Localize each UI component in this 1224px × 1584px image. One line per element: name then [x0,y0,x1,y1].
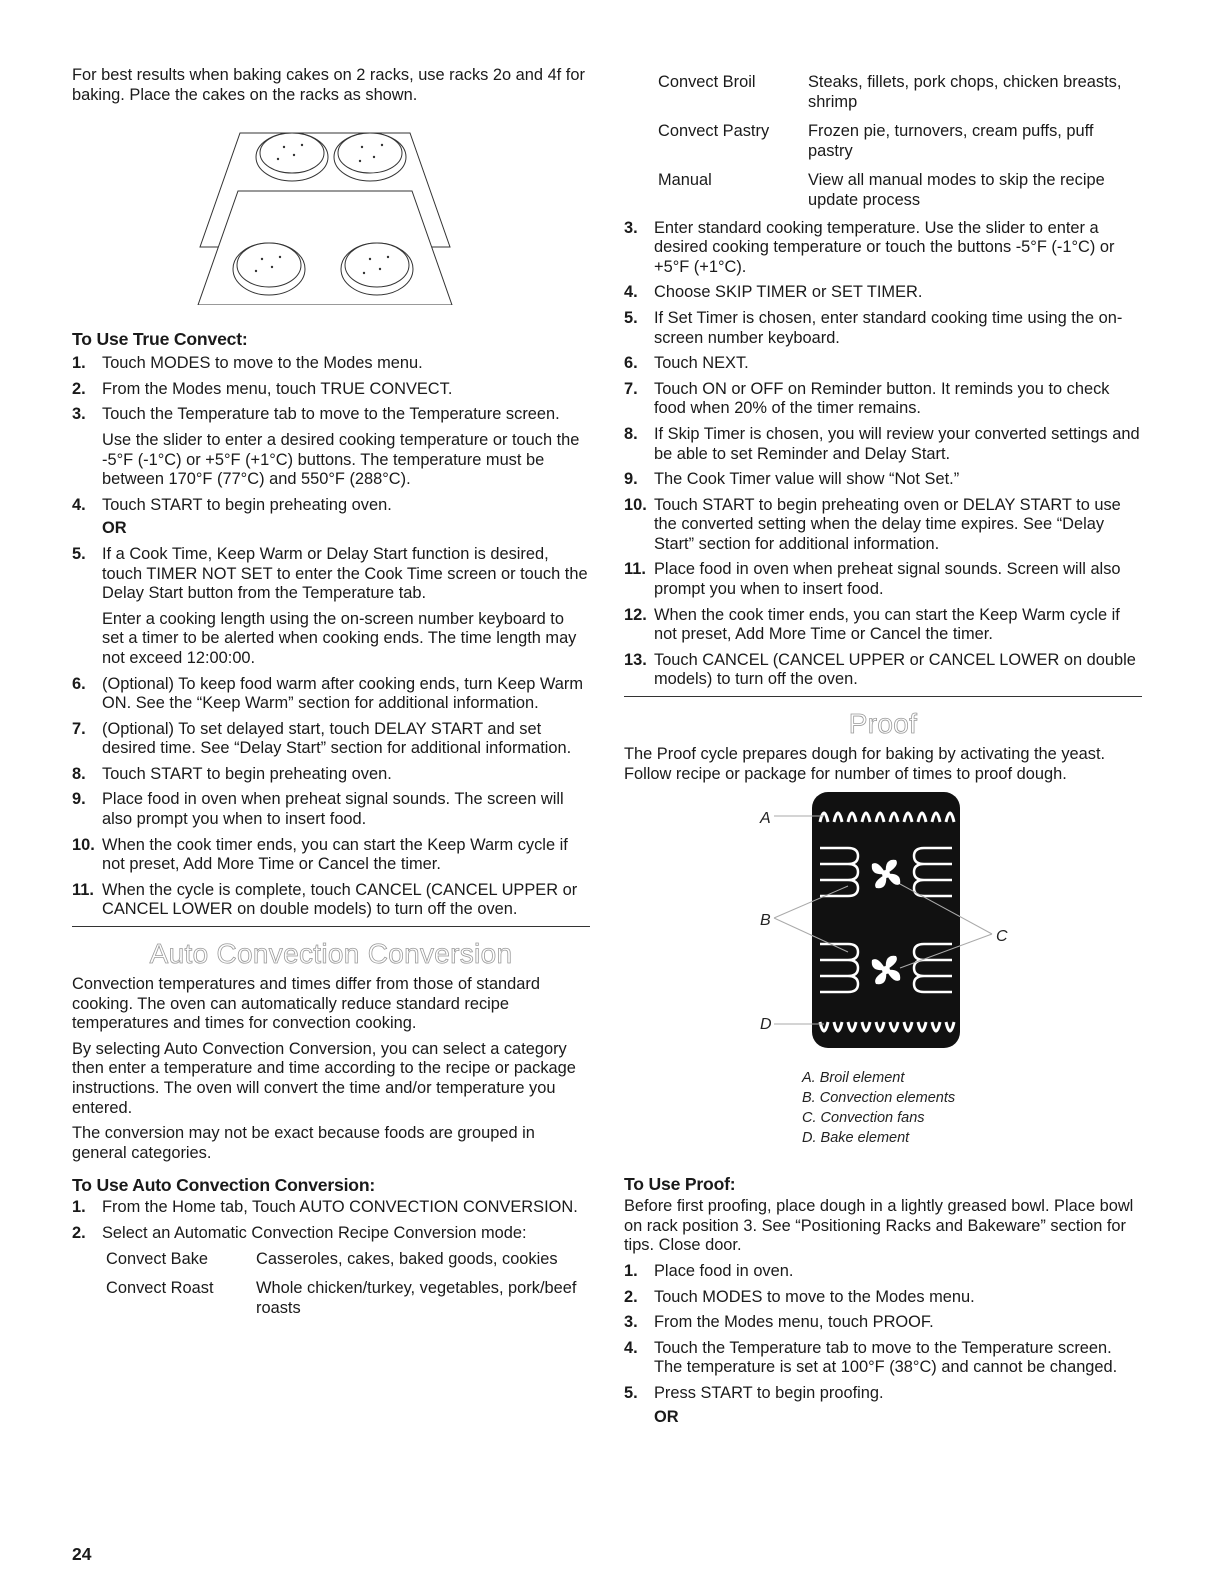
lower-rack [198,191,452,305]
cake [334,133,406,181]
legend-item: C. Convection fans [802,1110,925,1127]
oven-cavity-svg [624,792,1142,1092]
auto-convection-title: Auto Convection Conversion [149,938,513,970]
list-item: 2. Touch MODES to move to the Modes menu. [624,1287,975,1306]
list-item: 5. If a Cook Time, Keep Warm or Delay Start function is desired, touch TIMER NOT SET to enter the Cook Time screen or touch the Delay Start button from the Temperature tab. Enter a cooking length using the on-screen number keyboard to set a timer to be alerted when cooking ends. The time length may not exceed 12:00:00. [72,544,588,667]
legend-item: D. Bake element [802,1130,910,1147]
list-item: 6. Touch NEXT. [624,354,749,373]
auto-convection-steps-continued [624,219,1142,690]
list-item: 6. (Optional) To keep food warm after cooking ends, turn Keep Warm ON. See the “Keep Warm” section for additional information. [72,674,584,713]
list-item: 4. Touch START to begin preheating oven. OR [72,495,392,538]
table-row: Convect Roast Whole chicken/turkey, vegetables, pork/beef roasts [106,1279,577,1317]
callout-label-a: A [760,810,771,828]
list-item: 3. Enter standard cooking temperature. Use the slider to enter a desired cooking temperature or touch the buttons -5°F (-1°C) or +5°F (+1°C). [624,218,1115,276]
list-item: 7. (Optional) To set delayed start, touch DELAY START and set desired time. See “Delay Start” section for additional information. [72,719,572,758]
list-item: 2. From the Modes menu, touch TRUE CONVECT. [72,379,453,398]
list-item: 1. From the Home tab, Touch AUTO CONVECTION CONVERSION. [72,1198,578,1217]
auto-convection-steps [72,1198,590,1243]
list-item: 10. Touch START to begin preheating oven or DELAY START to use the converted setting when the delay time expires. See “Delay Start” section for additional information. [624,495,1121,553]
true-convect-heading: To Use True Convect: [72,329,248,350]
legend-item: B. Convection elements [802,1090,956,1107]
list-item: 8. Touch START to begin preheating oven. [72,764,392,783]
auto-convection-heading: To Use Auto Convection Conversion: [72,1175,376,1196]
list-item: 3. From the Modes menu, touch PROOF. [624,1313,934,1332]
paragraph: By selecting Auto Convection Conversion, you can select a category then enter a temperature and time according to the recipe or package instructions. The oven will convert the time and/or temperature you entered. [72,1039,576,1117]
proof-title: Proof [848,708,918,740]
conversion-mode-table-continued [658,73,1142,221]
list-item: 5. Press START to begin proofing. OR [624,1383,884,1426]
list-item: 11. When the cycle is complete, touch CANCEL (CANCEL UPPER or CANCEL LOWER on double models) to turn off the oven. [72,880,578,919]
left-column [72,0,590,1328]
list-item: 8. If Skip Timer is chosen, you will review your converted settings and be able to set Reminder and Delay Start. [624,424,1140,463]
list-item: 11. Place food in oven when preheat signal sounds. Screen will also prompt you when to insert food. [624,560,1121,599]
paragraph: Convection temperatures and times differ from those of standard cooking. The oven can automatically reduce standard recipe temperatures and times for convection cooking. [72,975,540,1033]
list-item: 4. Choose SKIP TIMER or SET TIMER. [624,283,923,302]
true-convect-steps [72,354,590,920]
legend-item: A. Broil element [802,1070,905,1087]
oven-diagram [624,792,1142,1092]
table-row: Convect Bake Casseroles, cakes, baked goods, cookies [106,1249,558,1268]
list-item: 3. Touch the Temperature tab to move to the Temperature screen. Use the slider to enter a desired cooking temperature or touch the -5°F (-1°C) or +5°F (+1°C) buttons. The temperature must be between 170°F (77°C) and 550°F (288°C). [72,405,580,489]
paragraph: The conversion may not be exact because foods are grouped in general categories. [72,1124,535,1162]
list-item: 1. Touch MODES to move to the Modes menu. [72,354,423,373]
page-number: 24 [72,1544,92,1564]
list-item: 9. Place food in oven when preheat signal sounds. The screen will also prompt you when to insert food. [72,790,564,829]
list-item: 10. When the cook timer ends, you can start the Keep Warm cycle if not preset, Add More Time or Cancel the timer. [72,835,568,874]
list-item: 12. When the cook timer ends, you can start the Keep Warm cycle if not preset, Add More Time or Cancel the timer. [624,605,1120,644]
list-item: 1. Place food in oven. [624,1262,794,1280]
list-item: 9. The Cook Timer value will show “Not Set.” [624,470,960,489]
oven-cavity [812,792,960,1048]
section-divider [72,926,590,927]
list-item: 2. Select an Automatic Convection Recipe Conversion mode: [72,1223,527,1242]
intro-paragraph: For best results when baking cakes on 2 racks, use racks 2o and 4f for baking. Place the cakes on the racks as shown. [72,66,585,104]
proof-steps [624,1262,1142,1427]
right-column [624,0,1142,1433]
section-divider [624,696,1142,697]
table-row: Convect Pastry Frozen pie, turnovers, cream puffs, puff pastry [658,122,1094,160]
proof-heading: To Use Proof: [624,1174,736,1195]
cake [341,243,413,295]
list-item: 5. If Set Timer is chosen, enter standard cooking time using the on-screen number keyboard. [624,308,1123,347]
callout-label-b: B [760,912,771,930]
callout-label-c: C [996,928,1008,946]
table-row: Manual View all manual modes to skip the recipe update process [658,171,1105,209]
cake-racks-illustration [72,115,590,305]
cake [233,243,305,295]
conversion-mode-table [106,1250,590,1329]
list-item: 13. Touch CANCEL (CANCEL UPPER or CANCEL LOWER on double models) to turn off the oven. [624,650,1136,689]
proof-paragraph: Before first proofing, place dough in a lightly greased bowl. Place bowl on rack position 3. See “Positioning Racks and Bakeware” section for tips. Close door. [624,1197,1134,1255]
cake [256,133,328,181]
list-item: 4. Touch the Temperature tab to move to the Temperature screen. The temperature is set at 100°F (38°C) and cannot be changed. [624,1338,1118,1377]
table-row: Convect Broil Steaks, fillets, pork chops, chicken breasts, shrimp [658,73,1122,111]
proof-intro: The Proof cycle prepares dough for baking by activating the yeast. Follow recipe or package for number of times to proof dough. [624,745,1106,783]
callout-label-d: D [760,1016,772,1034]
list-item: 7. Touch ON or OFF on Reminder button. It reminds you to check food when 20% of the timer remains. [624,379,1110,418]
